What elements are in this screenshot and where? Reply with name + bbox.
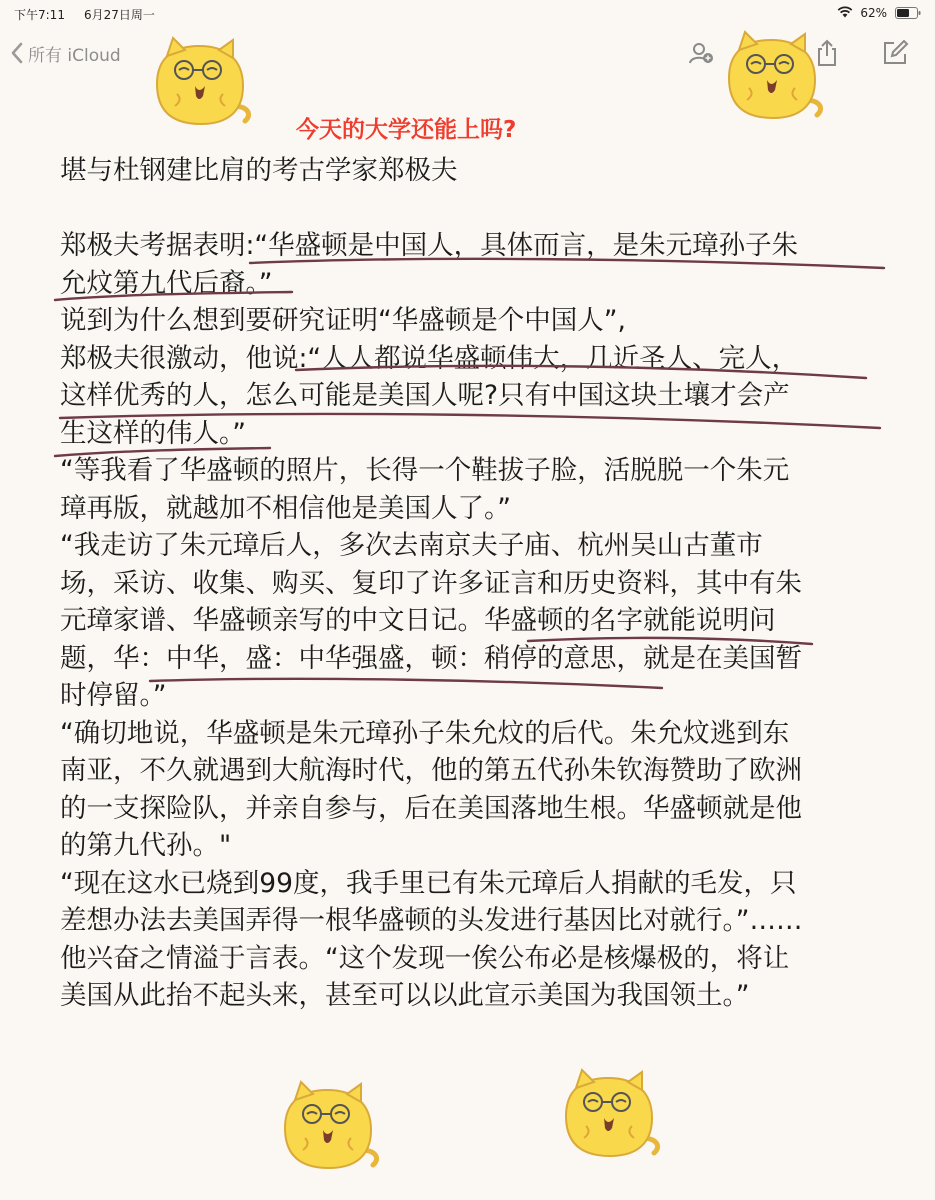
note-line: 郑极夫很激动，他说:“人人都说华盛顿伟大，几近圣人、完人， (60, 342, 799, 374)
status-date: 6月27日周一 (84, 8, 155, 22)
cat-sticker (719, 28, 831, 124)
back-button[interactable] (10, 38, 121, 68)
note-title: 今天的大学还能上吗? (296, 117, 517, 143)
battery-icon (895, 7, 921, 19)
note-line: “等我看了华盛顿的照片，长得一个鞋拔子脸，活脱脱一个朱元 (60, 455, 790, 486)
note-line: 题，华：中华，盛：中华强盛，顿：稍停的意思，就是在美国暂 (60, 642, 802, 674)
note-line: 说到为什么想到要研究证明“华盛顿是个中国人”, (60, 305, 626, 336)
note-line: “确切地说，华盛顿是朱元璋孙子朱允炆的后代。朱允炆逃到东 (60, 717, 790, 749)
collaborate-icon[interactable] (686, 38, 716, 68)
wifi-icon (837, 5, 853, 19)
chevron-left-icon (10, 42, 24, 64)
note-line: 这样优秀的人，怎么可能是美国人呢?只有中国这块土壤才会产 (60, 380, 790, 411)
note-line: “现在这水已烧到99度，我手里已有朱元璋后人捐献的毛发，只 (60, 867, 797, 899)
note-subtitle: 堪与杜钢建比肩的考古学家郑极夫 (60, 155, 458, 186)
note-line: 差想办法去美国弄得一根华盛顿的头发进行基因比对就行。”…… (60, 905, 803, 936)
compose-icon[interactable] (880, 38, 910, 68)
note-body[interactable] (60, 152, 920, 1015)
note-line: 他兴奋之情溢于言表。“这个发现一俟公布必是核爆极的，将让 (60, 942, 790, 974)
cat-sticker (147, 34, 259, 130)
note-line: 璋再版，就越加不相信他是美国人了。” (60, 492, 511, 524)
note-line: 元璋家谱、华盛顿亲写的中文日记。华盛顿的名字就能说明问 (60, 605, 776, 636)
battery-percentage: 62% (860, 6, 887, 20)
note-line: 的一支探险队，并亲自参与，后在美国落地生根。华盛顿就是他 (60, 792, 802, 824)
note-line: “我走访了朱元璋后人，多次去南京夫子庙、杭州吴山古董市 (60, 530, 763, 561)
status-time: 下午7:11 (14, 8, 65, 22)
cat-sticker (275, 1078, 387, 1174)
note-line: 郑极夫考据表明:“华盛顿是中国人，具体而言，是朱元璋孙子朱 (60, 230, 799, 261)
note-line: 的第九代孙。" (60, 830, 232, 861)
note-line: 美国从此抬不起头来，甚至可以以此宣示美国为我国领土。” (60, 980, 750, 1011)
note-line: 允炆第九代后裔。” (60, 267, 273, 299)
status-bar (0, 0, 935, 26)
note-line: 生这样的伟人。” (60, 417, 246, 449)
cat-sticker (556, 1066, 668, 1162)
note-line: 南亚，不久就遇到大航海时代，他的第五代孙朱钦海赞助了欧洲 (60, 755, 802, 786)
back-button-label: 所有 iCloud (28, 45, 121, 66)
note-line: 时停留。” (60, 680, 167, 711)
note-line: 场，采访、收集、购买、复印了许多证言和历史资料，其中有朱 (60, 567, 802, 599)
